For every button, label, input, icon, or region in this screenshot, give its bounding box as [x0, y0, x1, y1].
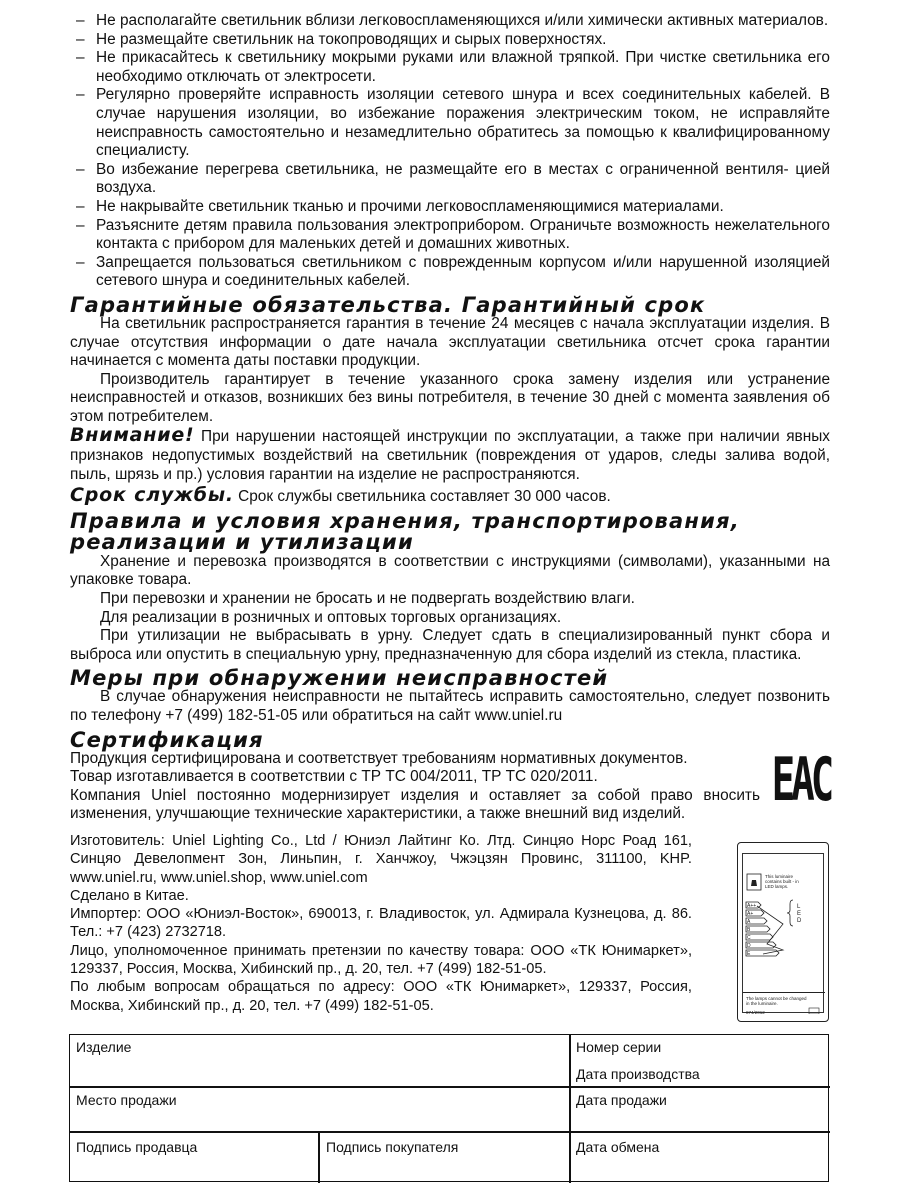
storage-paragraph: Для реализации в розничных и оптовых торговых организациях. — [100, 608, 562, 626]
cert-line: Компания Uniel постоянно модернизирует изделия и оставляет за собой право вносить изменения, улучшающие технические характеристики, а также внешний вид изделий. — [70, 786, 760, 823]
production-date-field[interactable]: Дата производства — [576, 1066, 700, 1082]
storage-heading: Правила и условия хранения, транспортирования, реализации и утилизации — [70, 508, 740, 554]
importer-text: Импортер: ООО «Юниэл-Восток», 690013, г. Владивосток, ул. Адмирала Кузнецова, д. 86. Тел.: +7 (423) 2732718. — [70, 906, 692, 941]
instructions-page — [70, 12, 830, 1015]
certification-section — [70, 727, 830, 824]
energy-label-graphic — [743, 854, 825, 1014]
fault-paragraph: В случае обнаружения неисправности не пытайтесь исправить самостоятельно, следует позвонить по телефону +7 (499) 182-51-05 или обратиться на сайт www.uniel.ru — [70, 688, 830, 724]
list-item: – Не прикасайтесь к светильнику мокрыми руками или влажной тряпкой. При чистке светильника его необходимо отключать от электросети. — [76, 49, 830, 85]
warranty-card-form — [69, 1034, 829, 1182]
exchange-date-field[interactable]: Дата обмена — [576, 1139, 660, 1155]
class-label: A++ — [747, 903, 757, 909]
list-item: – Не накрывайте светильник тканью и прочими легковоспламеняющимися материалами. — [76, 197, 724, 215]
warnings-list — [70, 12, 830, 291]
eu-flag-icon — [809, 1008, 819, 1014]
maker-text: Изготовитель: Uniel Lighting Co., Ltd / Юниэл Лайтинг Ко. Лтд. Синцяо Норс Роад 161, Синцяо Девелопмент Зон, Линьпин, г. Ханчжоу, Чжэцзян Провинс, 311100, KHP. www.uniel.ru, www.uniel.shop, www.uniel.com — [70, 832, 692, 886]
warranty-paragraph: На светильник распространяется гарантия в течение 24 месяцев с начала эксплуатации изделия. В случае отсутствия информации о дате начала эксплуатации светильника отсчет срока гарантии начинается с момента даты поставки продукции. — [70, 314, 830, 370]
claims-text: Лицо, уполномоченное принимать претензии по качеству товара: ООО «ТК Юнимаркет», 129337, Россия, Москва, Хибинский пр., д. 20, тел. +7 (499) 182-51-05. — [70, 942, 692, 978]
eac-mark-icon: EAC — [771, 744, 830, 815]
warranty-paragraph: Производитель гарантирует в течение указанного срока замену изделия или устранение неисправностей и отказов, возникших без вины потребителя, в течение 30 дней с момента заявления об этом потребителем. — [70, 370, 830, 425]
list-item: – Разъясните детям правила пользования электроприбором. Ограничьте возможность нежелательного контакта с прибором для маленьких детей и домашних животных. — [76, 216, 830, 253]
buyer-signature-field[interactable]: Подпись покупателя — [326, 1139, 459, 1155]
svg-text:E: E — [797, 911, 802, 917]
certification-heading: Сертификация — [70, 727, 264, 752]
questions-text: По любым вопросам обращаться по адресу: ООО «ТК Юнимаркет», 129337, Россия, Москва, Хибинский пр., д. 20, тел. +7 (499) 182-51-05. — [70, 979, 692, 1014]
label-text: This luminaire — [765, 874, 794, 879]
sale-place-field[interactable]: Место продажи — [76, 1092, 177, 1108]
svg-text:D: D — [797, 918, 802, 924]
cert-line: Продукция сертифицирована и соответствует требованиям нормативных документов. — [70, 749, 688, 767]
storage-paragraph: При утилизации не выбрасывать в урну. Следует сдать в специализированный пункт сбора и выброса или опустить в специальную урну, предназначенную для сбора изделий из стекла, пластика. — [70, 627, 830, 663]
led-brace — [787, 900, 793, 926]
class-label: C — [747, 935, 751, 941]
svg-text:L: L — [797, 904, 801, 910]
class-label: E — [747, 951, 751, 957]
manufacturer-info — [70, 832, 692, 1015]
energy-label — [737, 842, 829, 1022]
class-bar — [746, 950, 779, 956]
class-label: A+ — [747, 911, 754, 917]
cert-line: Товар изготавливается в соответствии с ТР ТС 004/2011, ТР ТС 020/2011. — [70, 768, 598, 786]
list-item: – Запрещается пользоваться светильником с поврежденным корпусом и/или нарушенной изоляцией сетевого шнура и соединительных кабелей. — [76, 253, 830, 290]
sale-date-field[interactable]: Дата продажи — [576, 1092, 667, 1108]
service-life — [70, 486, 830, 507]
lamp-icon — [751, 880, 757, 886]
list-item: – Не размещайте светильник на токопроводящих и сырых поверхностях. — [76, 30, 607, 48]
regulation-number: 874/2012 — [746, 1010, 765, 1014]
svg-text:in the luminaire.: in the luminaire. — [746, 1001, 778, 1006]
list-item: – Не располагайте светильник вблизи легковоспламеняющихся и/или химически активных материалов. — [76, 12, 829, 29]
list-item: – Во избежание перегрева светильника, не размещайте его в местах с ограниченной вентиля- цией воздуха. — [76, 160, 830, 197]
attention-label: Внимание! — [70, 424, 195, 447]
product-field[interactable]: Изделие — [76, 1039, 132, 1055]
list-item: – Регулярно проверяйте исправность изоляции сетевого шнура и всех соединительных кабелей. В случае нарушения изоляции, во избежание поражения электрическим током, не исправляйте неисправность самостоятельно и незамедлительно обратитесь за помощью к квалифицированному специалисту. — [76, 86, 830, 160]
storage-paragraph: Хранение и перевозка производятся в соответствии с инструкциями (символами), указанными на упаковке товара. — [70, 552, 830, 589]
class-label: A — [747, 919, 751, 925]
attention-paragraph — [70, 426, 830, 484]
serial-field[interactable]: Номер серии — [576, 1039, 662, 1055]
seller-signature-field[interactable]: Подпись продавца — [76, 1139, 198, 1155]
service-life-label: Срок службы. — [70, 484, 234, 507]
svg-text:The lamps cannot be changed: The lamps cannot be changed — [746, 996, 807, 1001]
attention-text: При нарушении настоящей инструкции по эксплуатации, а также при наличии явных признаков недопустимых воздействий на светильник (повреждения от ударов, следы залива водой, пыль, шрязь и пр.) условия гарантии на изделие не распространяются. — [70, 428, 830, 483]
class-label: D — [747, 943, 751, 949]
svg-text:contains built - in: contains built - in — [765, 879, 799, 884]
made-in-text: Сделано в Китае. — [70, 887, 189, 904]
svg-text:LED lamps.: LED lamps. — [765, 884, 789, 889]
class-label: B — [747, 927, 751, 933]
service-life-text: Срок службы светильника составляет 30 000 часов. — [233, 488, 611, 506]
warranty-heading: Гарантийные обязательства. Гарантийный срок — [70, 292, 706, 317]
class-bracket — [757, 906, 783, 954]
fault-heading: Меры при обнаружении неисправностей — [70, 666, 609, 691]
storage-paragraph: При перевозки и хранении не бросать и не подвергать воздействию влаги. — [100, 590, 635, 608]
